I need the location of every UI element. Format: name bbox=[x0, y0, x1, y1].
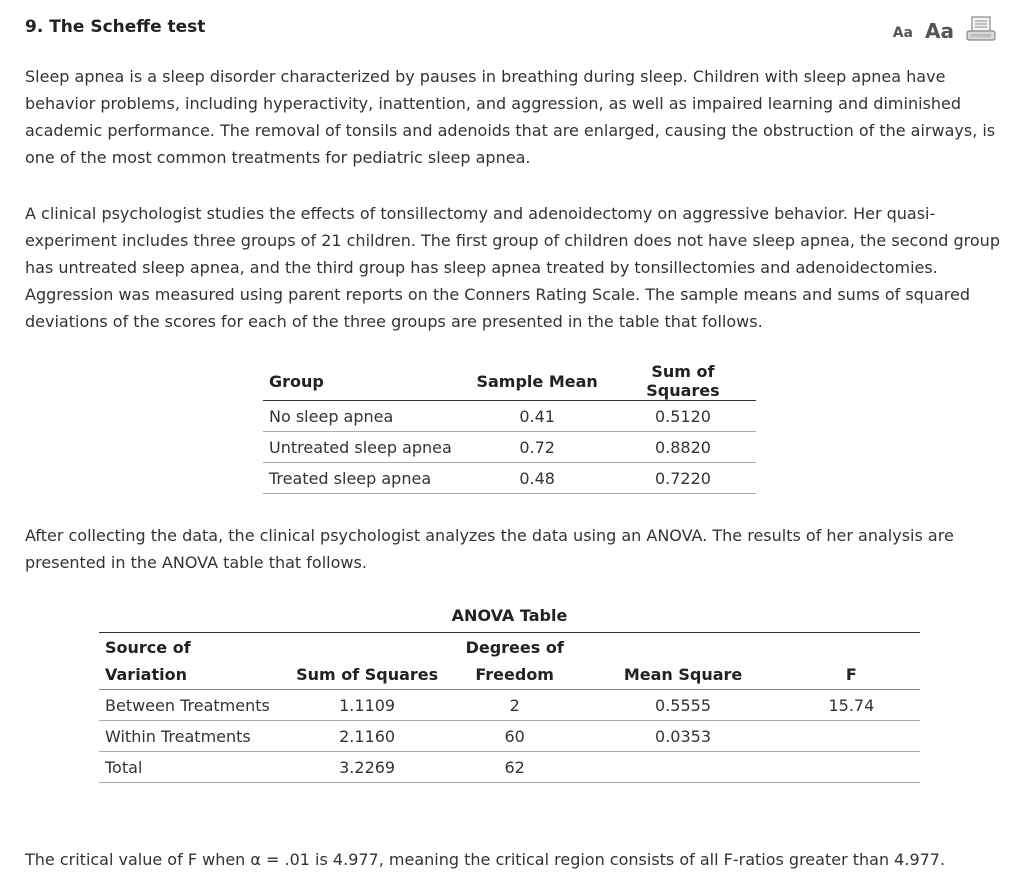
sum-of-squares-header: Sum of Squares bbox=[610, 362, 756, 401]
sum-of-squares-header bbox=[288, 633, 446, 690]
ss-cell: 3.2269 bbox=[288, 752, 446, 783]
table-row bbox=[263, 432, 756, 463]
df-cell: 62 bbox=[446, 752, 583, 783]
critical-value-paragraph: The critical value of F when α = .01 is 4.977, meaning the critical region consists of all F-ratios greater than 4.977. bbox=[25, 850, 946, 869]
ss-cell: 2.1160 bbox=[288, 721, 446, 752]
ss-header-text: Sum of Squares bbox=[296, 665, 439, 684]
source-of-variation-header bbox=[99, 633, 288, 690]
group-name-cell: Treated sleep apnea bbox=[263, 463, 464, 494]
study-paragraph: A clinical psychologist studies the effects of tonsillectomy and adenoidectomy on aggressive behavior. Her quasi-experiment includes three groups of 21 children. The first group of children does not have sleep apnea, the second group has untreated sleep apnea, and the third group has sleep apnea treated by tonsillectomies and adenoidectomies. Aggression was measured using parent reports on the Conners Rating Scale. The sample means and sums of squared deviations of the scores for each of the three groups are presented in the table that follows. bbox=[25, 204, 1000, 331]
anova-header-row bbox=[99, 633, 920, 690]
df-cell: 60 bbox=[446, 721, 583, 752]
table-row bbox=[99, 752, 920, 783]
source-header-line2: Variation bbox=[105, 665, 187, 684]
table-row bbox=[99, 721, 920, 752]
ms-cell bbox=[583, 752, 783, 783]
f-cell: 15.74 bbox=[783, 690, 920, 721]
group-header: Group bbox=[263, 362, 464, 401]
intro-paragraph: Sleep apnea is a sleep disorder characterized by pauses in breathing during sleep. Children with sleep apnea have behavior problems, including hyperactivity, inattention, and aggression, as well as impaired learning and diminished academic performance. The removal of tonsils and adenoids that are enlarged, causing the obstruction of the airways, is one of the most common treatments for pediatric sleep apnea. bbox=[25, 67, 996, 167]
sample-mean-header: Sample Mean bbox=[464, 362, 610, 401]
table-row bbox=[99, 690, 920, 721]
toolbar bbox=[893, 16, 996, 42]
f-cell bbox=[783, 721, 920, 752]
question-header bbox=[0, 0, 1024, 50]
source-header-line1: Source of bbox=[105, 638, 191, 657]
table-row bbox=[263, 463, 756, 494]
source-cell: Total bbox=[99, 752, 288, 783]
increase-text-size-button[interactable]: Aa bbox=[925, 19, 954, 43]
sample-mean-cell: 0.72 bbox=[464, 432, 610, 463]
group-name-cell: Untreated sleep apnea bbox=[263, 432, 464, 463]
f-header-text: F bbox=[845, 665, 857, 684]
source-cell: Within Treatments bbox=[99, 721, 288, 752]
decrease-text-size-button[interactable]: Aa bbox=[892, 25, 914, 41]
df-header-line2: Freedom bbox=[475, 665, 554, 684]
ms-header-text: Mean Square bbox=[623, 665, 743, 684]
sum-of-squares-cell: 0.7220 bbox=[610, 463, 756, 494]
sample-mean-cell: 0.41 bbox=[464, 401, 610, 432]
ms-cell: 0.5555 bbox=[583, 690, 783, 721]
sample-mean-cell: 0.48 bbox=[464, 463, 610, 494]
df-cell: 2 bbox=[446, 690, 583, 721]
mean-square-header bbox=[583, 633, 783, 690]
anova-table-caption: ANOVA Table bbox=[451, 606, 568, 625]
analysis-paragraph: After collecting the data, the clinical psychologist analyzes the data using an ANOVA. The results of her analysis are presented in the ANOVA table that follows. bbox=[25, 526, 954, 572]
f-cell bbox=[783, 752, 920, 783]
group-table-header-row bbox=[263, 362, 756, 401]
group-name-cell: No sleep apnea bbox=[263, 401, 464, 432]
print-icon[interactable] bbox=[966, 16, 996, 42]
df-header-line1: Degrees of bbox=[465, 638, 564, 657]
ss-cell: 1.1109 bbox=[288, 690, 446, 721]
question-title: 9. The Scheffe test bbox=[25, 17, 206, 37]
degrees-of-freedom-header bbox=[446, 633, 583, 690]
sum-of-squares-cell: 0.5120 bbox=[610, 401, 756, 432]
anova-table bbox=[99, 632, 920, 783]
f-header bbox=[783, 633, 920, 690]
table-row bbox=[263, 401, 756, 432]
ms-cell: 0.0353 bbox=[583, 721, 783, 752]
source-cell: Between Treatments bbox=[99, 690, 288, 721]
sum-of-squares-cell: 0.8820 bbox=[610, 432, 756, 463]
group-table bbox=[263, 362, 756, 494]
